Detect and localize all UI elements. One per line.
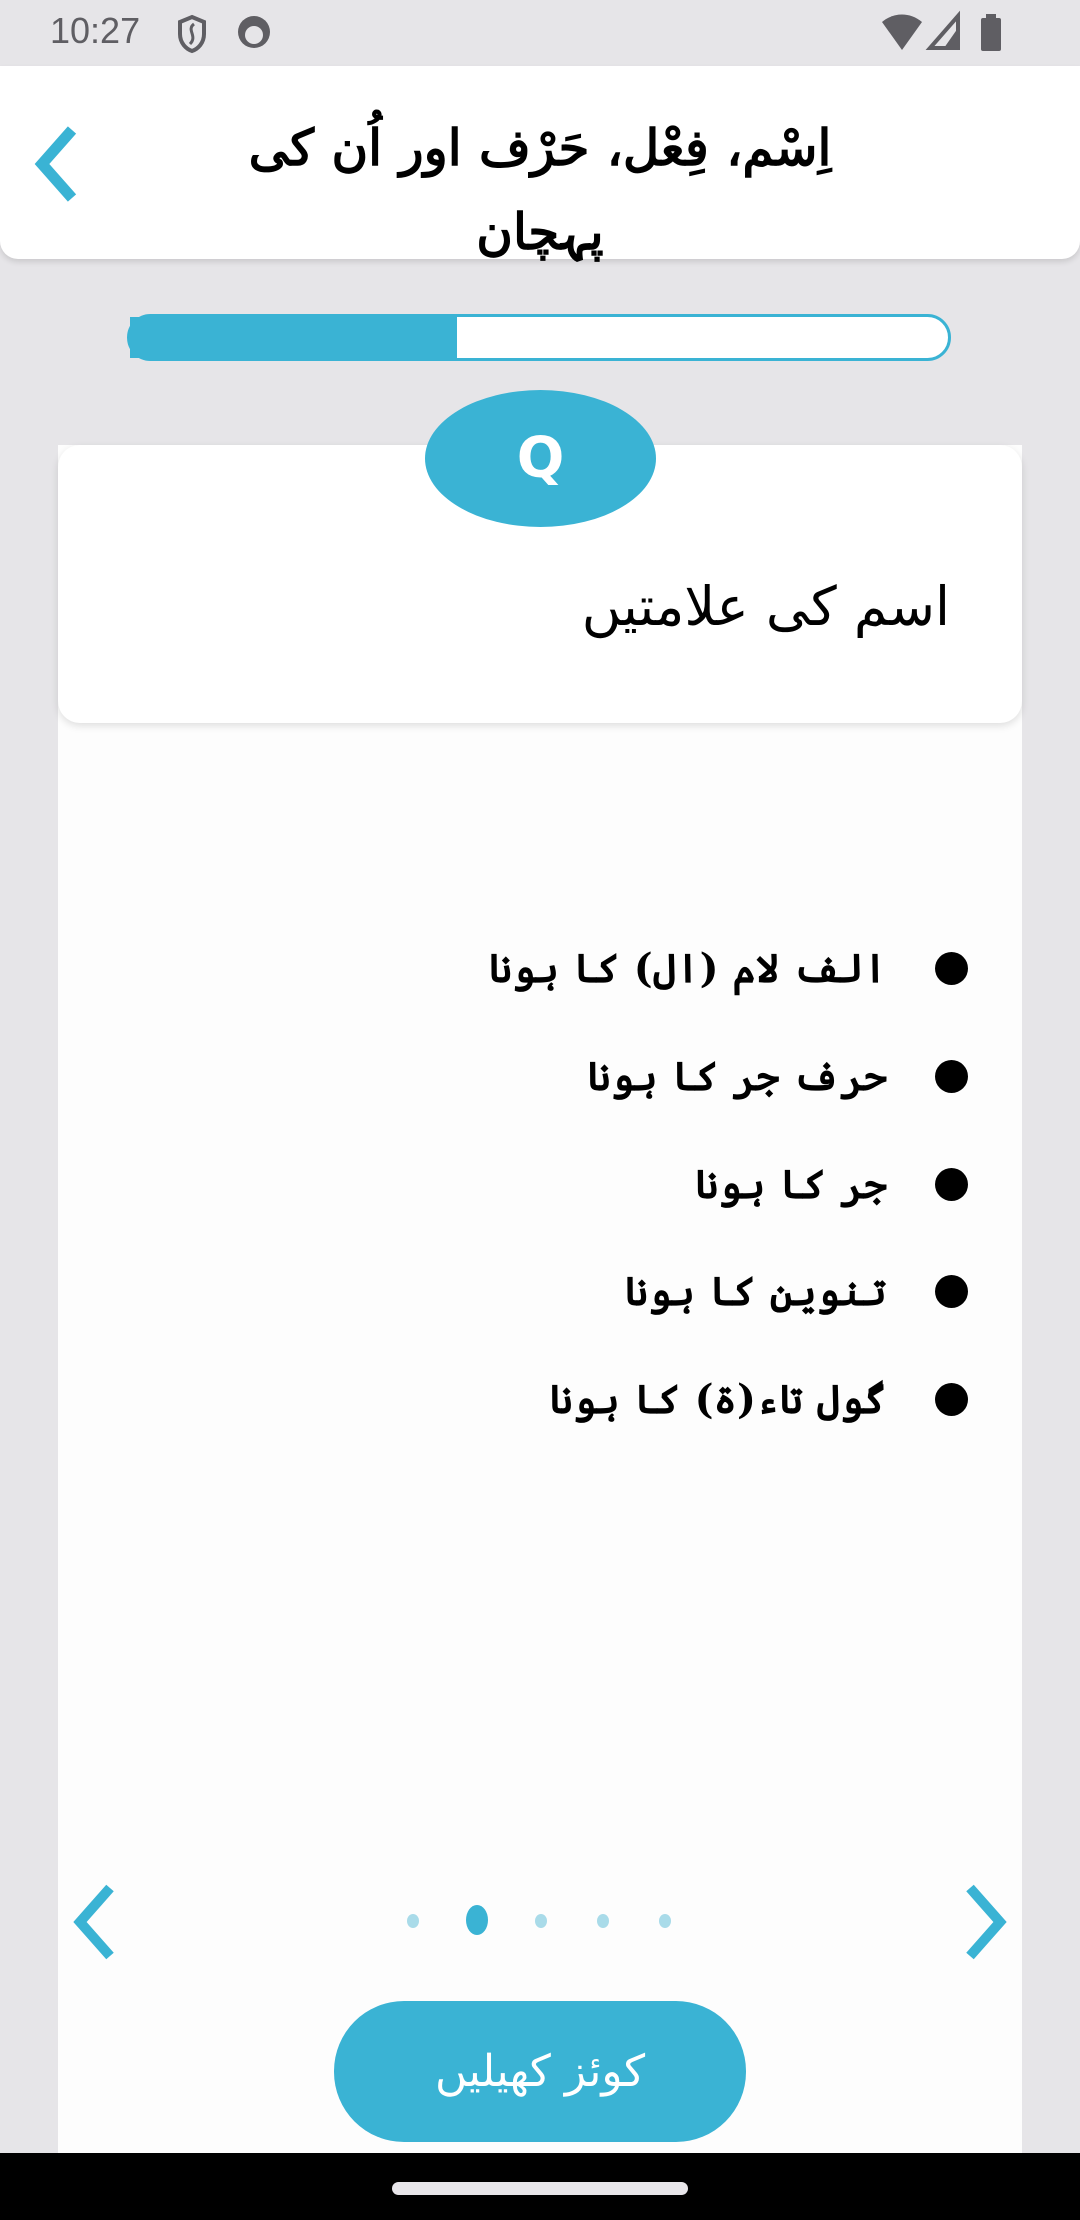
app-notification-icon [236,14,272,50]
bullet-icon [935,1383,968,1416]
app-header [0,66,1080,259]
progress-bar [127,314,951,361]
page-title: اِسْم، فِعْل، حَرْف اور اُن کی پہچان [248,118,832,261]
question-title: اسم کی علامتیں [581,575,950,638]
list-item-text: تنوین کا ہونا [624,1268,887,1316]
bullet-icon [935,952,968,985]
list-item-text: گول تاء(ۃ) کا ہونا [549,1376,887,1424]
page-dot[interactable] [407,1914,419,1928]
shield-icon [176,14,208,54]
previous-chevron-icon[interactable] [70,1885,116,1959]
bullet-icon [935,1060,968,1093]
list-item [268,1238,968,1346]
bullet-icon [935,1275,968,1308]
list-item [268,1130,968,1238]
list-item [268,1023,968,1131]
wifi-icon [880,14,924,52]
page-dot[interactable] [535,1914,547,1928]
list-item [268,1346,968,1454]
bullet-icon [935,1168,968,1201]
page-dot[interactable] [659,1914,671,1928]
status-time: 10:27 [50,10,141,51]
status-bar [0,0,1080,66]
signal-icon [928,14,960,50]
back-chevron-icon[interactable] [30,126,80,202]
play-quiz-button[interactable]: کوئز کھیلیں [334,2001,746,2142]
battery-icon [980,14,1002,52]
list-item-text: حرف جر کا ہونا [587,1053,887,1101]
home-gesture-handle[interactable] [392,2182,688,2195]
bullet-list [268,915,968,1453]
page-dot-active[interactable] [466,1905,488,1935]
question-badge: Q [425,390,656,527]
system-nav-bar [0,2153,1080,2220]
list-item-text: الف لام (ال) کا ہونا [488,945,887,993]
next-chevron-icon[interactable] [964,1885,1010,1959]
page-dot[interactable] [597,1914,609,1928]
page-indicator [400,1905,680,1937]
list-item-text: جر کا ہونا [695,1160,887,1208]
list-item [268,915,968,1023]
progress-fill [130,317,457,358]
